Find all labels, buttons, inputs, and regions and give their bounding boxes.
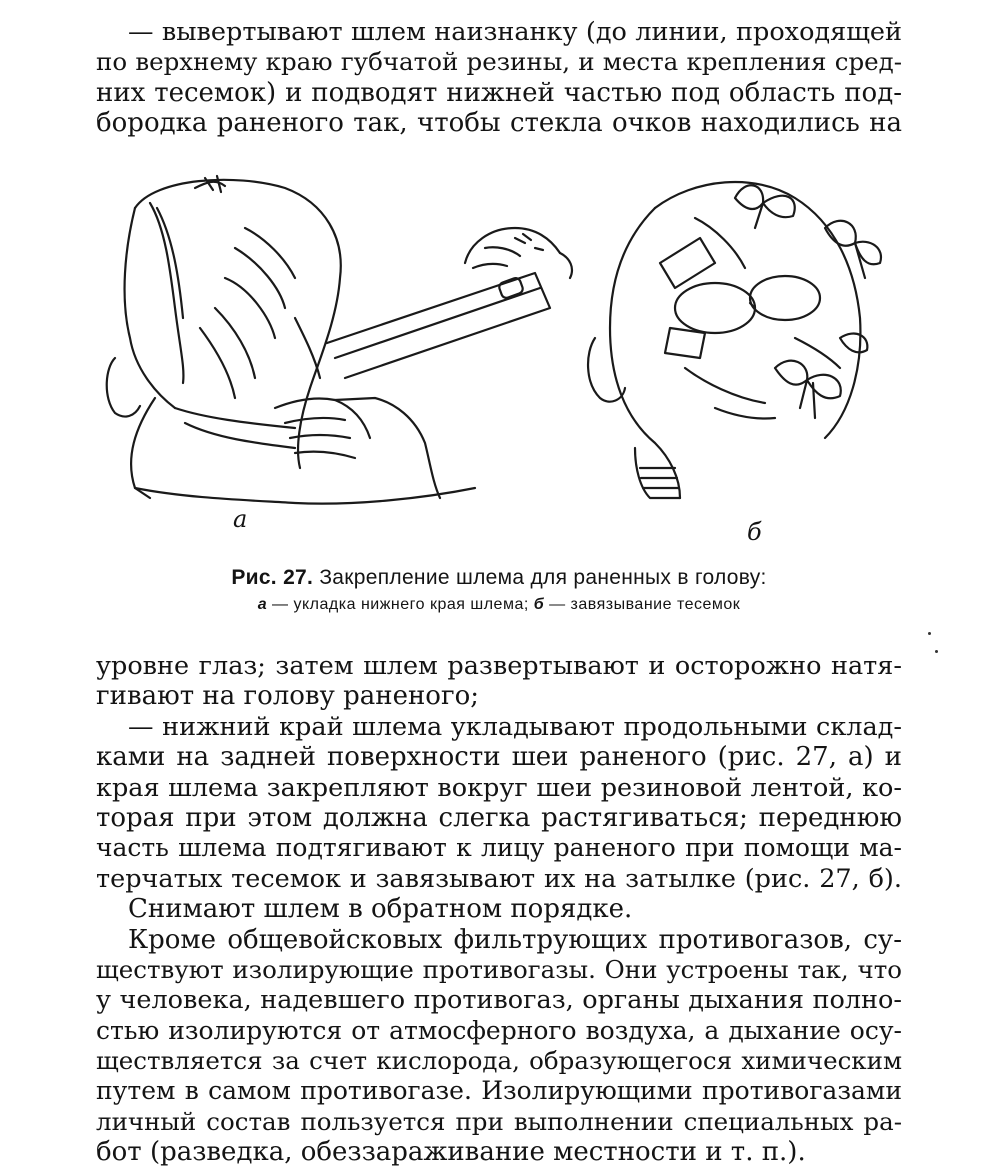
text-line: у человека, надевшего противогаз, органы дыхания полно-	[96, 985, 902, 1016]
figure-label-a: а	[233, 505, 248, 533]
figure-caption	[96, 566, 902, 590]
caption-number: Рис. 27.	[231, 566, 314, 589]
text-line: ществуют изолирующие противогазы. Они устроены так, что	[96, 954, 902, 984]
text-line: торая при этом должна слегка растягиваться; переднюю	[96, 802, 902, 833]
main-paragraph	[96, 651, 902, 1168]
text-line: них тесемок) и подводят нижней частью под область под-	[96, 77, 902, 108]
text-line: путем в самом противогазе. Изолирующими противогазами	[96, 1076, 902, 1106]
text-line: бот (разведка, обеззараживание местности и т. п.).	[96, 1137, 806, 1168]
text-line: Кроме общевойсковых фильтрующих противогазов, су-	[128, 924, 902, 955]
text-line: гивают на голову раненого;	[96, 681, 479, 712]
print-speck	[928, 632, 931, 635]
text-line: ками на задней поверхности шеи раненого (рис. 27, а) и	[96, 742, 902, 773]
top-paragraph	[96, 17, 902, 139]
text-line: часть шлема подтягивают к лицу раненого при помощи ма-	[96, 833, 902, 863]
text-line: уровне глаз; затем шлем развертывают и осторожно натя-	[96, 651, 902, 681]
text-line: Снимают шлем в обратном порядке.	[128, 894, 633, 925]
figure-27	[95, 168, 903, 553]
figure-a-drawing	[107, 176, 572, 504]
legend-b-text: — завязывание тесемок	[549, 596, 741, 613]
text-line: края шлема закрепляют вокруг шеи резиновой лентой, ко-	[96, 772, 902, 803]
text-line: — нижний край шлема укладывают продольными склад-	[128, 711, 902, 742]
text-line: стью изолируются от атмосферного воздуха, а дыхание осу-	[96, 1015, 902, 1045]
legend-a-letter: а	[257, 596, 268, 613]
text-line: — вывертывают шлем наизнанку (до линии, проходящей	[128, 17, 902, 47]
figure-legend	[96, 596, 902, 614]
legend-b-letter: б	[533, 596, 545, 613]
print-speck	[935, 650, 938, 653]
figure-b-drawing	[588, 182, 881, 498]
text-line: по верхнему краю губчатой резины, и места крепления сред-	[96, 47, 902, 77]
legend-a-text: — укладка нижнего края шлема;	[272, 596, 529, 613]
text-line: личный состав пользуется при выполнении специальных ра-	[96, 1106, 902, 1136]
figure-label-b: б	[747, 518, 762, 546]
text-line: ществляется за счет кислорода, образующегося химическим	[96, 1046, 902, 1076]
caption-title: Закрепление шлема для раненных в голову:	[319, 566, 767, 589]
text-line: бородка раненого так, чтобы стекла очков находились на	[96, 108, 902, 139]
text-line: терчатых тесемок и завязывают их на затылке (рис. 27, б).	[96, 863, 902, 894]
helmet-illustration	[95, 168, 903, 553]
